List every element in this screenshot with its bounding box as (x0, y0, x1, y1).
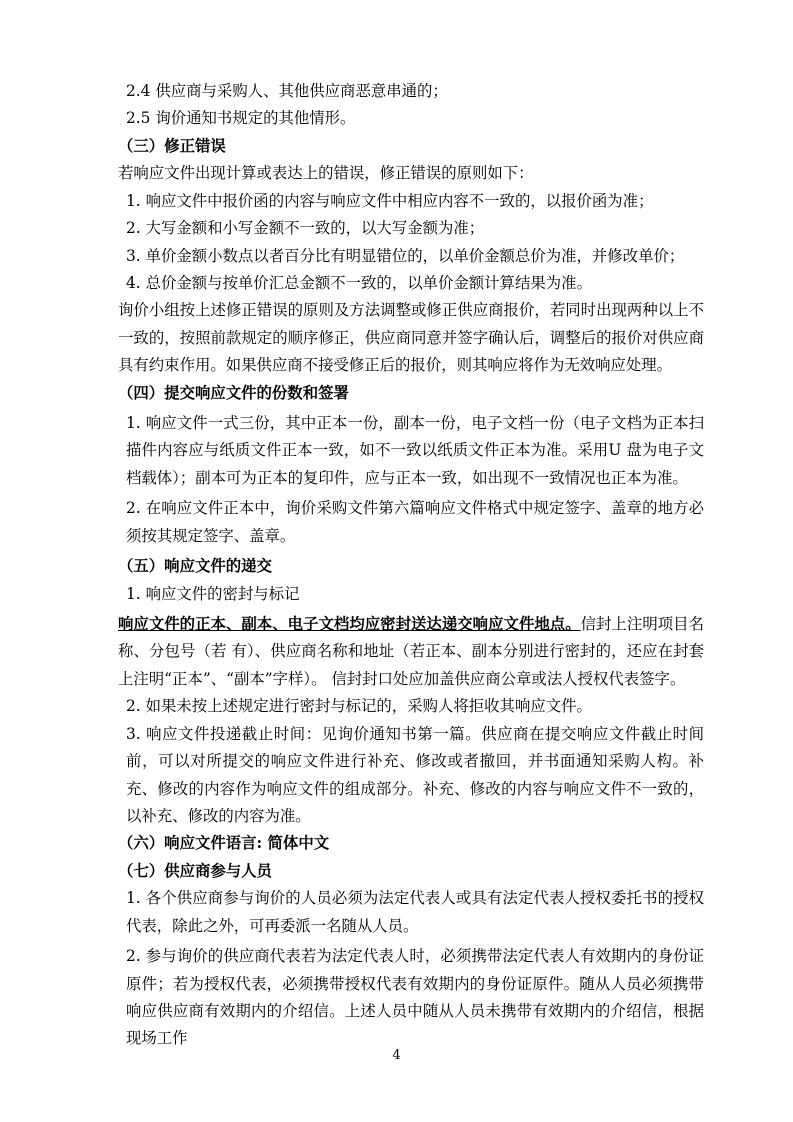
paragraph-correction-intro: 若响应文件出现计算或表达上的错误，修正错误的原则如下： (118, 164, 534, 183)
paragraph-sealing-1: 1. 响应文件的密封与标记 (126, 584, 300, 603)
paragraph-correction-summary: 询价小组按上述修正错误的原则及方法调整或修正供应商报价，若同时出现两种以上不一致的，按照前款规定的顺序修正，供应商同意并签字确认后，调整后的报价对供应商具有约束作用。如果供应商不接受修正后的报价，则其响应将作为无效响应处理。 (118, 301, 704, 375)
section-heading-five: （五）响应文件的递交 (118, 557, 272, 576)
paragraph-sealing-2: 2. 如果未按上述规定进行密封与标记的，采购人将拒收其响应文件。 (126, 697, 592, 716)
paragraph-sealing-detail (104, 611, 704, 693)
section-heading-six: （六）响应文件语言: 简体中文 (118, 834, 330, 853)
page-number: 4 (392, 1048, 401, 1063)
paragraph-correction-4: 4. 总价金额与按单价汇总金额不一致的，以单价金额计算结果为准。 (126, 273, 592, 292)
paragraph-copies-2: 2. 在响应文件正本中，询价采购文件第六篇响应文件格式中规定签字、盖章的地方必须按其规定签字、盖章。 (126, 499, 704, 545)
paragraph-personnel-2: 2. 参与询价的供应商代表若为法定代表人时，必须携带法定代表人有效期内的身份证原件；若为授权代表，必须携带授权代表有效期内的身份证原件。随从人员必须携带响应供应商有效期内的介绍信。上述人员中随从人员未携带有效期内的介绍信，根据现场工作 (126, 947, 704, 1048)
paragraph-2-5: 2.5 询价通知书规定的其他情形。 (126, 109, 356, 128)
document-body (104, 78, 704, 1053)
section-heading-three: （三）修正错误 (118, 136, 226, 155)
sealing-emphasis: 响应文件的正本、副本、电子文档均应密封送达递交响应文件地点。 (118, 615, 581, 634)
section-heading-seven: （七）供应商参与人员 (118, 861, 272, 880)
paragraph-correction-3: 3. 单价金额小数点以者百分比有明显错位的，以单价金额总价为准，并修改单价； (126, 246, 685, 265)
paragraph-correction-1: 1. 响应文件中报价函的内容与响应文件中相应内容不一致的，以报价函为准； (126, 191, 654, 210)
paragraph-copies-1: 1. 响应文件一式三份，其中正本一份，副本一份，电子文档一份（电子文档为正本扫描件内容应与纸质文件正本一致，如不一致以纸质文件正本为准。采用U 盘为电子文档载体）；副本可为正本的复印件，应与正本一致，如出现不一致情况也正本为准。 (126, 414, 704, 487)
paragraph-sealing-3: 3. 响应文件投递截止时间：见询价通知书第一篇。供应商在提交响应文件截止时间前，可以对所提交的响应文件进行补充、修改或者撤回，并书面通知采购人构。补充、修改的内容作为响应文件的组成部分。补充、修改的内容与响应文件不一致的，以补充、修改的内容为准。 (126, 724, 704, 825)
paragraph-correction-2: 2. 大写金额和小写金额不一致的，以大写金额为准； (126, 219, 485, 238)
section-heading-four: （四）提交响应文件的份数和签署 (118, 383, 349, 402)
paragraph-personnel-1: 1. 各个供应商参与询价的人员必须为法定代表人或具有法定代表人授权委托书的授权代表，除此之外，可再委派一名随从人员。 (126, 889, 704, 935)
sealing-rest: 信封上注明项目名称、分包号（若 有）、供应商名称和地址（若正本、副本分别进行密封的，还应在封套上注明“正本”、“副本”字样）。 信封封口处应加盖供应商公章或法人授权代表签字。 (118, 615, 704, 688)
paragraph-2-4: 2.4 供应商与采购人、其他供应商恶意串通的； (126, 82, 448, 100)
